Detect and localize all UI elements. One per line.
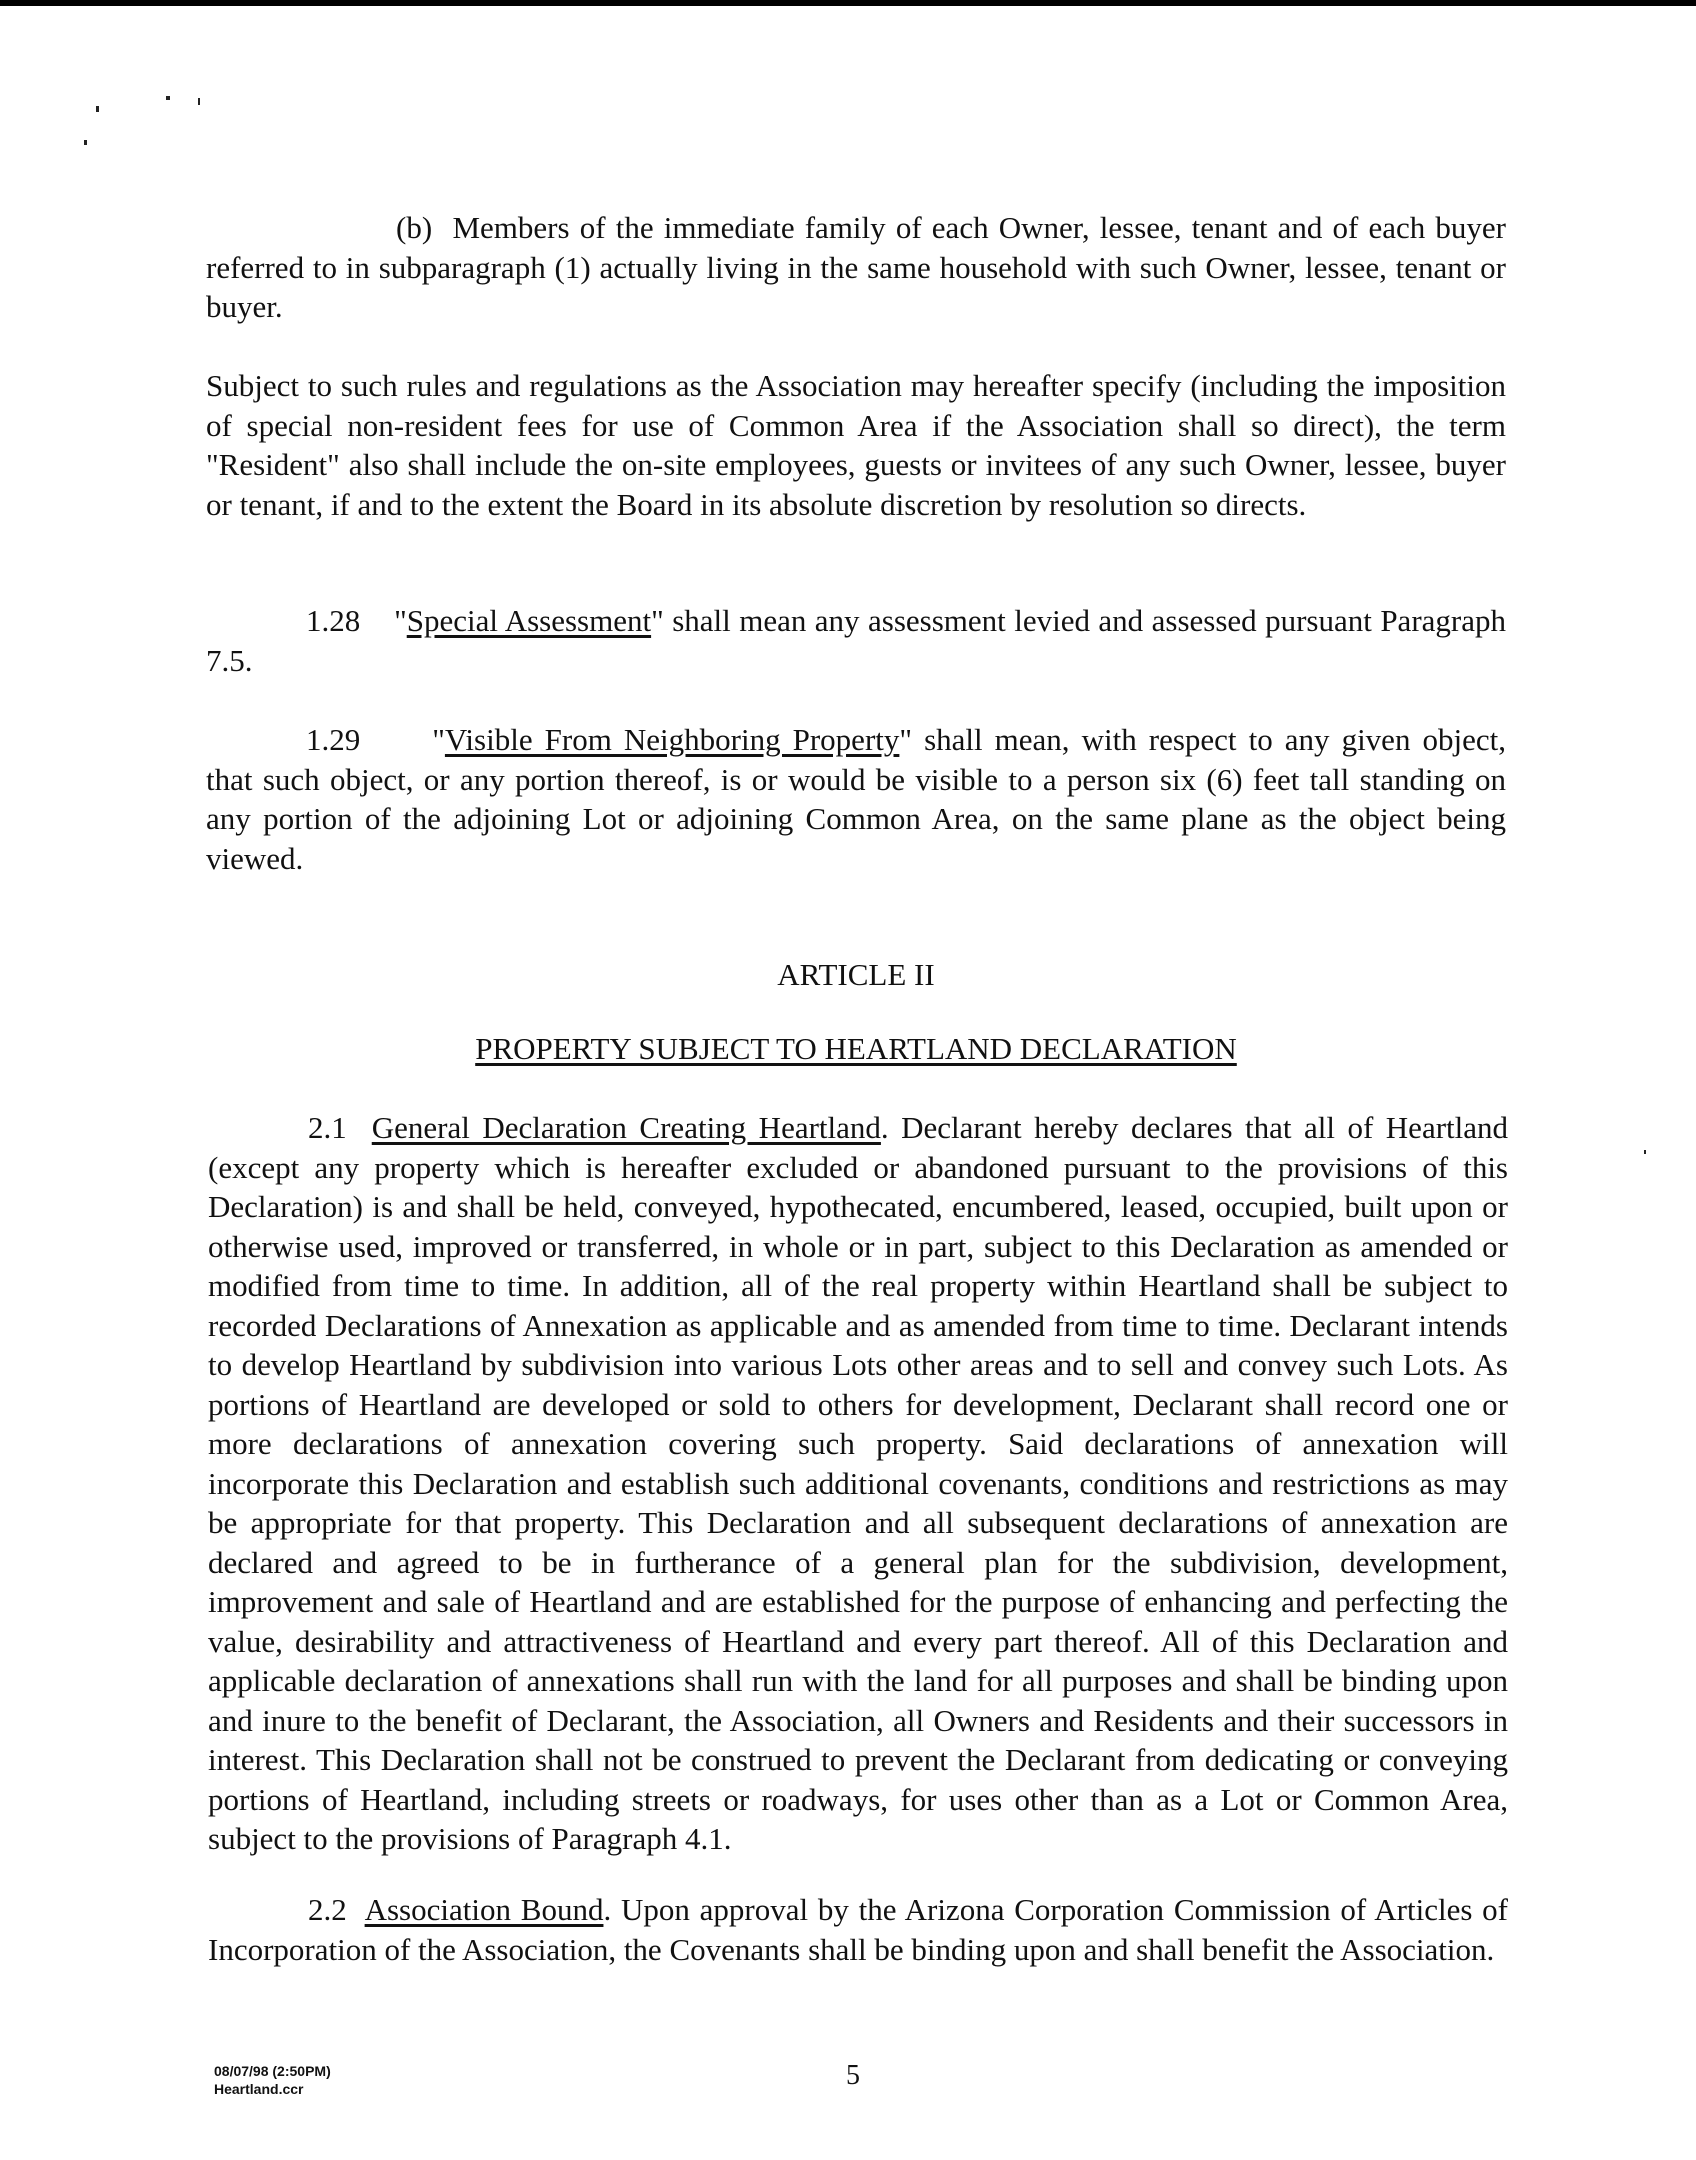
article-heading: ARTICLE II (777, 957, 935, 992)
page-number: 5 (846, 2060, 860, 2091)
section-number: 2.2 (308, 1892, 347, 1927)
section-number: 2.1 (308, 1110, 347, 1145)
section-text: " shall mean any assessment levied and assessed pursuant Paragraph 7.5. (206, 603, 1506, 678)
section-2-2 (208, 1890, 1508, 1969)
section-1-29 (206, 720, 1506, 878)
paragraph-resident-text: Subject to such rules and regulations as the Association may hereafter specify (including the imposition of special non-resident fees for use of Common Area if the Association shall so direct), the term "Resident" also shall include the on-site employees, guests or invitees of any such Owner, lessee, buyer or tenant, if and to the extent the Board in its absolute discretion by resolution so directs. (206, 368, 1506, 522)
footer-date: 08/07/98 (2:50PM) (214, 2063, 331, 2079)
scan-speck (198, 98, 200, 105)
section-text: . Upon approval by the Arizona Corporation Commission of Articles of Incorporation of the Association, the Covenants shall be binding upon and shall benefit the Association. (208, 1892, 1508, 1967)
term-open-quote: " (394, 603, 407, 638)
scan-speck (166, 96, 170, 100)
footer-filename: Heartland.ccr (214, 2081, 304, 2097)
scan-speck (84, 140, 87, 145)
scan-speck (96, 106, 99, 112)
defined-term: Special Assessment (406, 603, 652, 638)
article-title: PROPERTY SUBJECT TO HEARTLAND DECLARATION (475, 1031, 1237, 1066)
section-text: . Declarant hereby declares that all of Heartland (except any property which is hereafter excluded or abandoned pursuant to the provisions of this Declaration) is and shall be held, conveyed, hypothecated, encumbered, leased, occupied, built upon or otherwise used, improved or transferred, in whole or in part, subject to this Declaration as amended or modified from time to time. In addition, all of the real property within Heartland shall be subject to recorded Declarations of Annexation as applicable and as amended from time to time. Declarant intends to develop Heartland by subdivision into various Lots other areas and to sell and convey such Lots. As portions of Heartland are developed or sold to others for development, Declarant shall record one or more declarations of annexation covering such property. Said declarations of annexation will incorporate this Declaration and establish such additional covenants, conditions and restrictions as may be appropriate for that property. This Declaration and all subsequent declarations of annexation are declared and agreed to be in furtherance of a general plan for the subdivision, development, improvement and sale of Heartland and are established for the purpose of enhancing and perfecting the value, desirability and attractiveness of Heartland and every part thereof. All of this Declaration and applicable declaration of annexations shall run with the land for all purposes and shall be binding upon and inure to the benefit of Declarant, the Association, all Owners and Residents and their successors in interest. This Declaration shall not be construed to prevent the Declarant from dedicating or conveying portions of Heartland, including streets or roadways, for uses other than as a Lot or Common Area, subject to the provisions of Paragraph 4.1. (208, 1110, 1509, 1856)
section-text: " shall mean, with respect to any given object, that such object, or any portion thereof, is or would be visible to a person six (6) feet tall standing on any portion of the adjoining Lot or adjoining Common Area, on the same plane as the object being viewed. (206, 722, 1506, 876)
paragraph-b-text: Members of the immediate family of each Owner, lessee, tenant and of each buyer referred to in subparagraph (1) actually living in the same household with such Owner, lessee, tenant or buyer. (206, 210, 1507, 324)
section-title: Association Bound (364, 1892, 604, 1927)
section-number: 1.28 (306, 603, 361, 638)
paragraph-b-label: (b) (396, 210, 433, 245)
term-open-quote: " (432, 722, 445, 757)
footer-document-info (214, 2062, 331, 2098)
paragraph-b (206, 208, 1506, 327)
section-2-1 (208, 1108, 1508, 1859)
section-title: General Declaration Creating Heartland (371, 1110, 881, 1145)
defined-term: Visible From Neighboring Property (444, 722, 900, 757)
section-number: 1.29 (306, 722, 361, 757)
scan-speck (1644, 1150, 1646, 1154)
section-1-28 (206, 601, 1506, 680)
paragraph-resident (206, 366, 1506, 524)
scan-top-edge (0, 0, 1696, 6)
